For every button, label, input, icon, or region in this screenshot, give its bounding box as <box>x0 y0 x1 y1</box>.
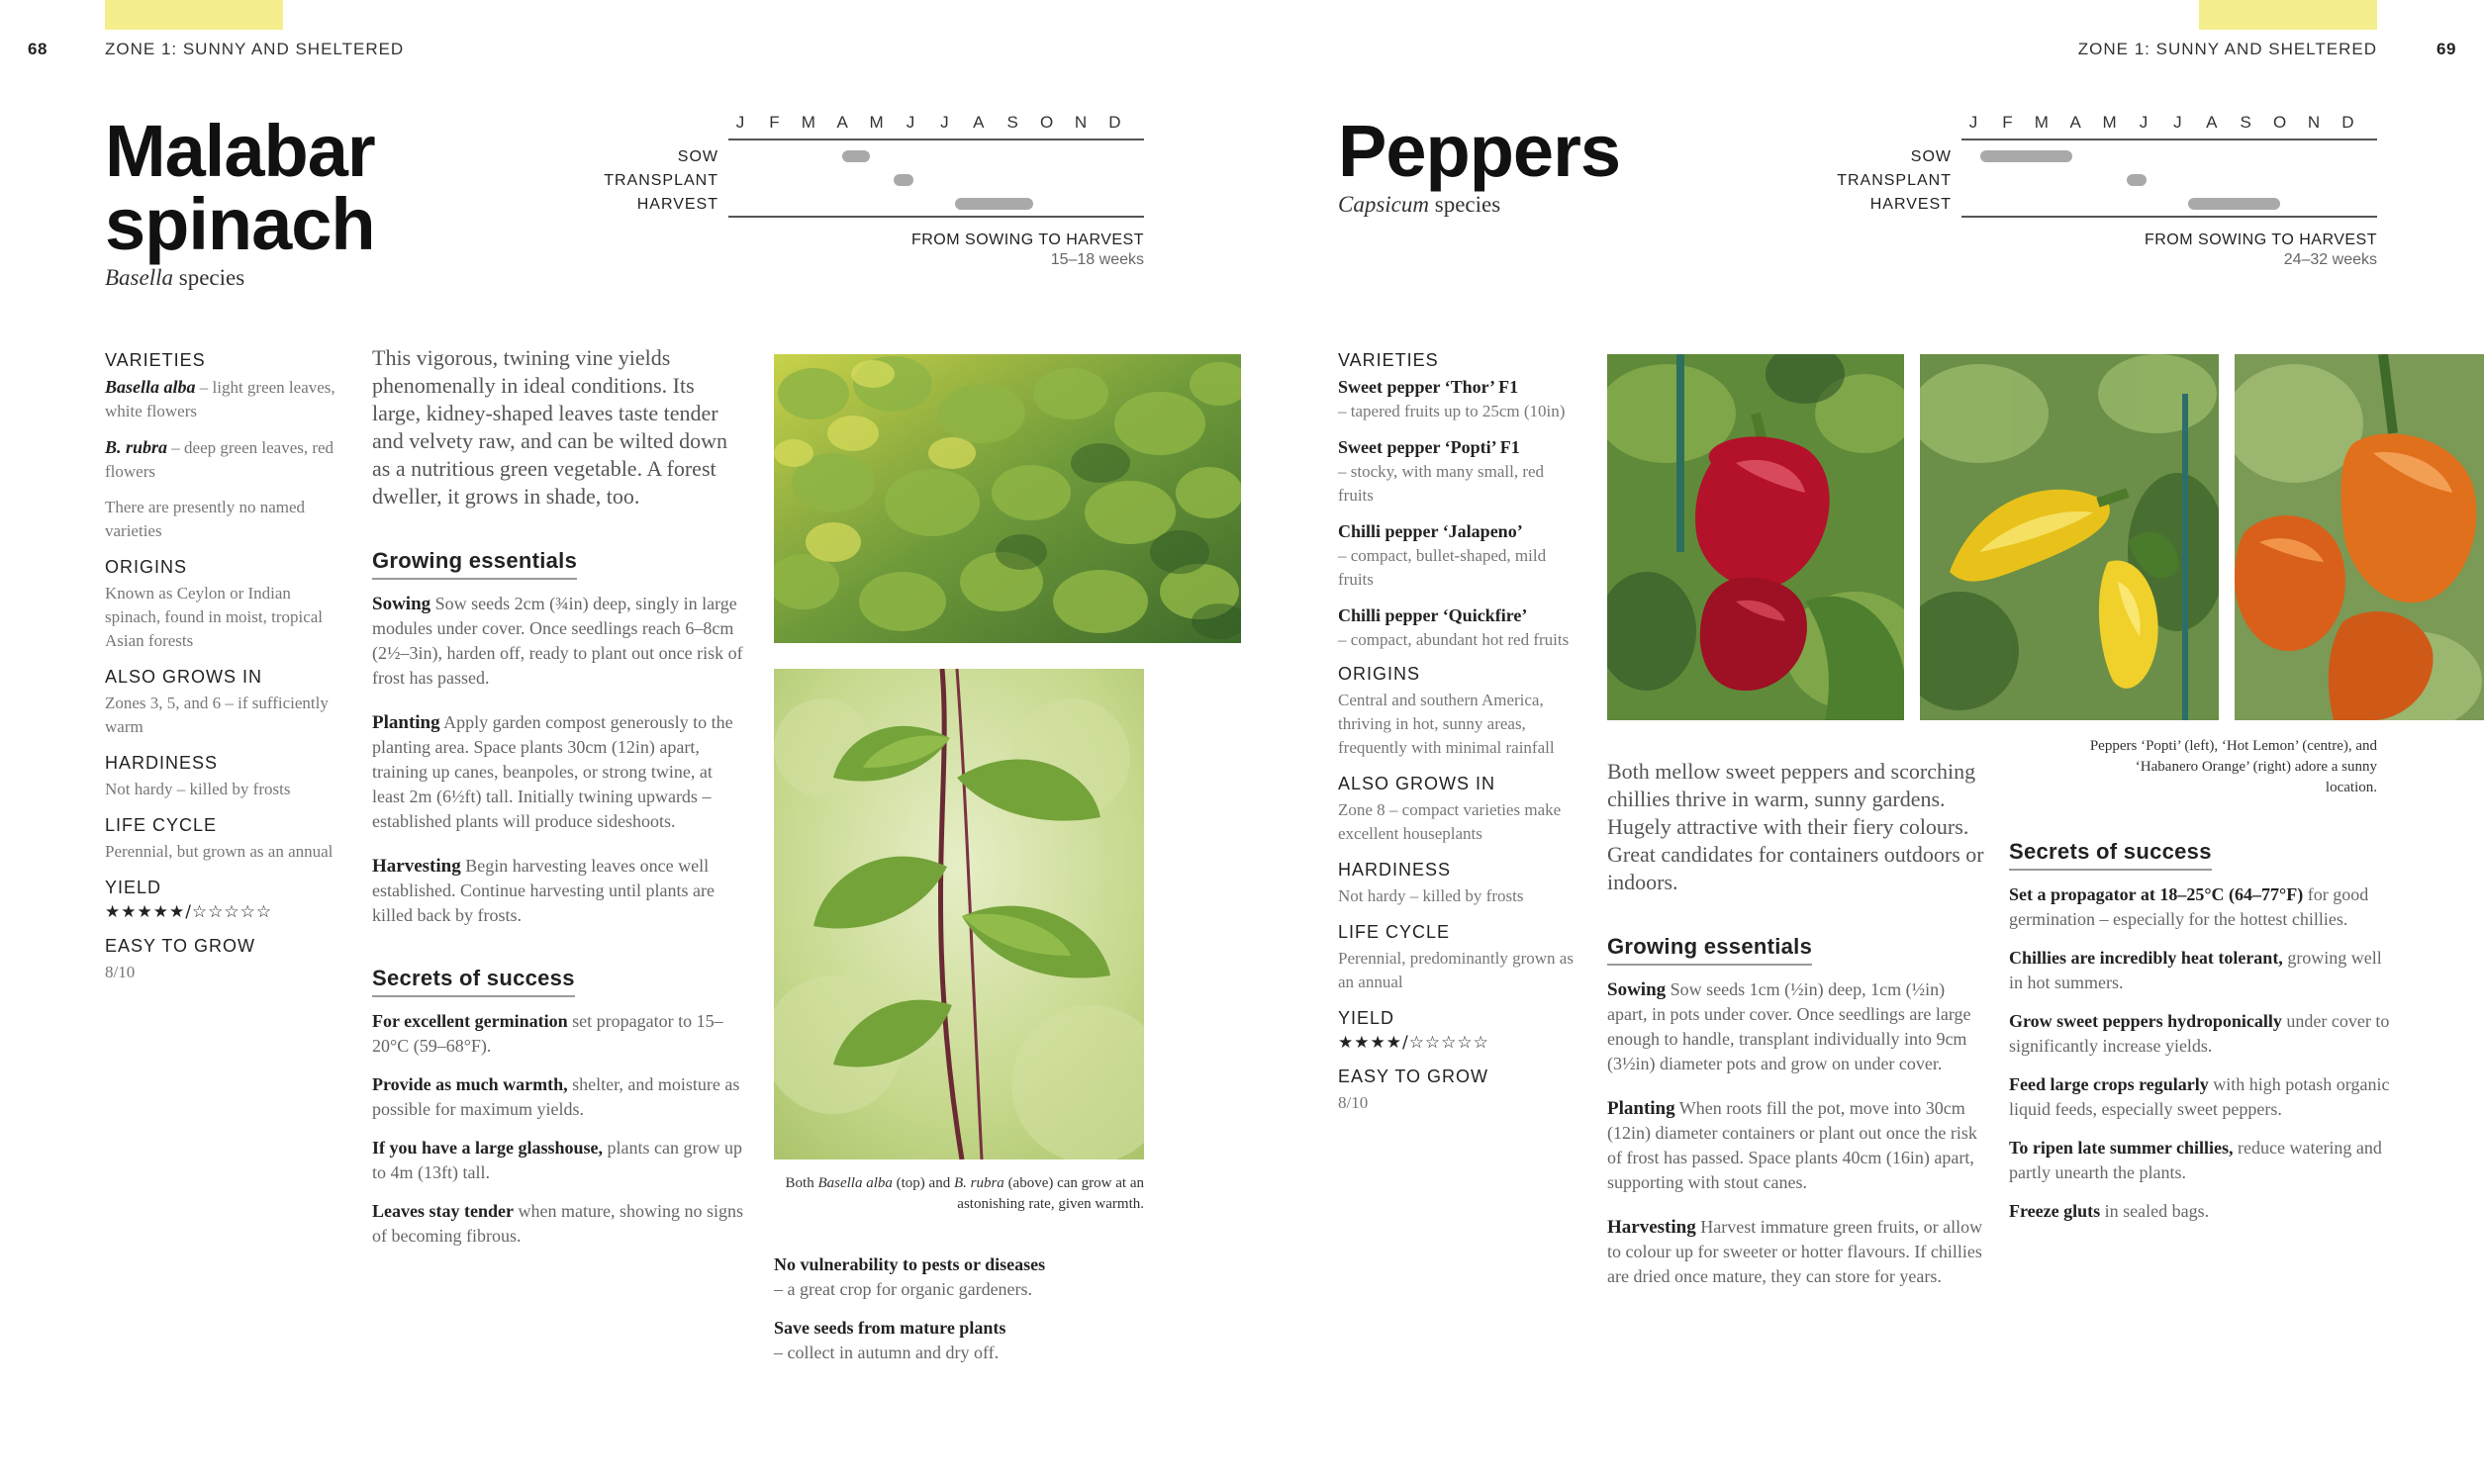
left-secret-6-text: – collect in autumn and dry off. <box>774 1343 1000 1362</box>
left-variety-2-desc: – deep green leaves, red flowers <box>105 438 334 481</box>
right-variety-4 <box>1338 603 1576 652</box>
left-growing-heading: Growing essentials <box>372 548 577 580</box>
right-secret-5 <box>2009 1136 2395 1185</box>
left-secret-3-text: plants can grow up to 4m (13ft) tall. <box>372 1138 742 1182</box>
left-calendar-month: A <box>836 113 848 132</box>
left-secret-5 <box>774 1252 1170 1302</box>
left-secret-3 <box>372 1136 744 1185</box>
right-yellow-tab <box>2199 0 2377 30</box>
left-running-head: ZONE 1: SUNNY AND SHELTERED <box>105 40 405 58</box>
left-calendar-month: J <box>940 113 949 132</box>
right-secret-3-text: under cover to significantly increase yields. <box>2009 1011 2390 1056</box>
right-calendar-month: J <box>2173 113 2182 132</box>
left-latin-suffix: species <box>173 265 245 290</box>
right-life-cycle-heading: LIFE CYCLE <box>1338 922 1451 942</box>
right-hardiness-heading: HARDINESS <box>1338 860 1452 880</box>
right-calendar-month: A <box>2206 113 2218 132</box>
right-secret-1-lead: Set a propagator at 18–25°C (64–77°F) <box>2009 884 2304 904</box>
left-secret-5-lead: No vulnerability to pests or diseases <box>774 1254 1046 1274</box>
left-calendar-row-label: SOW <box>677 148 718 165</box>
left-calendar-bar <box>955 198 1033 210</box>
right-also-grows: Zone 8 – compact varieties make excellent houseplants <box>1338 800 1562 843</box>
right-variety-1 <box>1338 375 1576 423</box>
left-calendar-bar <box>842 150 870 162</box>
left-variety-2 <box>105 435 342 484</box>
right-growing-heading: Growing essentials <box>1607 934 1812 966</box>
left-secret-1-text: set propagator to 15–20°C (59–68°F). <box>372 1011 723 1056</box>
left-yellow-tab <box>105 0 283 30</box>
left-sowing <box>372 592 744 691</box>
right-origins: Central and southern America, thriving in hot, sunny areas, frequently with minimal rainfall <box>1338 691 1555 757</box>
left-harvesting-text: Begin harvesting leaves once well established. Continue harvesting until plants are killed back by frosts. <box>372 856 715 925</box>
right-page-number: 69 <box>2436 40 2456 58</box>
left-secrets-column-2 <box>774 1252 1170 1379</box>
right-variety-3 <box>1338 519 1576 592</box>
right-planting-text: When roots fill the pot, move into 30cm (12in) diameter containers or plant out once the risk of frost has passed. Space plants 40cm (16in) apart, supporting with stout canes. <box>1607 1098 1977 1192</box>
right-easy-heading: EASY TO GROW <box>1338 1067 1489 1086</box>
left-secret-3-lead: If you have a large glasshouse, <box>372 1138 604 1158</box>
left-secret-2-text: shelter, and moisture as possible for maximum yields. <box>372 1074 740 1119</box>
right-planting <box>1607 1096 1985 1195</box>
right-harvesting <box>1607 1215 1985 1289</box>
right-harvesting-text: Harvest immature green fruits, or allow to colour up for sweeter or hotter flavours. If chillies are dried once mature, they can store for years. <box>1607 1217 1983 1286</box>
right-calendar-row-label: HARVEST <box>1869 196 1952 213</box>
left-title-line1: Malabar <box>105 110 375 192</box>
right-calendar-month: D <box>2341 113 2354 132</box>
right-facts-column <box>1338 350 1576 1129</box>
right-sowing <box>1607 977 1985 1076</box>
left-secrets-heading: Secrets of success <box>372 966 575 997</box>
left-life-cycle: Perennial, but grown as an annual <box>105 842 334 861</box>
left-text-column <box>372 344 744 1262</box>
left-calendar-bar <box>894 174 914 186</box>
right-latin-suffix: species <box>1429 192 1501 217</box>
right-secret-6 <box>2009 1199 2395 1224</box>
left-from-sowing-label: FROM SOWING TO HARVEST <box>910 232 1144 248</box>
malabar-spinach-photo-top <box>774 354 1241 643</box>
right-calendar-month: N <box>2307 113 2321 132</box>
right-calendar-row-label: TRANSPLANT <box>1837 172 1952 189</box>
left-life-cycle-heading: LIFE CYCLE <box>105 815 218 835</box>
pepper-habanero-photo <box>2235 354 2484 720</box>
left-secret-6 <box>774 1316 1170 1365</box>
left-title-line2: spinach <box>105 183 375 265</box>
right-calendar-bar <box>2188 198 2280 210</box>
left-sowing-lead: Sowing <box>372 594 431 614</box>
right-secret-4-text: with high potash organic liquid feeds, especially sweet peppers. <box>2009 1074 2390 1119</box>
right-secrets-heading: Secrets of success <box>2009 839 2212 871</box>
left-calendar-month: O <box>1039 113 1054 132</box>
left-planting-text: Apply garden compost generously to the planting area. Space plants 30cm (12in) apart, training up canes, beanpoles, or strong twine, at least 2m (6½ft) tall. Initially twining upwards – established plants will produce sideshoots. <box>372 712 733 831</box>
left-calendar-month: J <box>735 113 745 132</box>
right-variety-1-name: Sweet pepper ‘Thor’ F1 <box>1338 377 1519 397</box>
right-intro: Both mellow sweet peppers and scorching chillies thrive in warm, sunny gardens. Hugely attractive with their fiery colours. Great candidates for containers outdoors or indoors. <box>1607 759 1984 894</box>
left-also-grows-heading: ALSO GROWS IN <box>105 667 263 687</box>
left-secret-4-text: when mature, showing no signs of becoming fibrous. <box>372 1201 743 1246</box>
right-secret-2-lead: Chillies are incredibly heat tolerant, <box>2009 948 2283 968</box>
left-page-number: 68 <box>28 40 48 58</box>
left-easy-heading: EASY TO GROW <box>105 936 256 956</box>
right-secret-4-lead: Feed large crops regularly <box>2009 1074 2209 1094</box>
right-calendar-month: M <box>2102 113 2117 132</box>
left-calendar <box>604 113 1144 281</box>
right-from-sowing-value: 24–32 weeks <box>2283 251 2377 268</box>
right-calendar-month: M <box>2034 113 2049 132</box>
left-yield-stars: ★★★★★/☆☆☆☆☆ <box>105 902 273 922</box>
left-variety-1-desc: – light green leaves, white flowers <box>105 378 335 420</box>
right-variety-3-desc: – compact, bullet-shaped, mild fruits <box>1338 546 1547 589</box>
left-caption-post: (above) can grow at an astonishing rate, given warmth. <box>957 1175 1144 1212</box>
right-secret-4 <box>2009 1072 2395 1122</box>
right-calendar-month: J <box>1968 113 1978 132</box>
left-from-sowing-value: 15–18 weeks <box>1050 251 1144 268</box>
right-easy: 8/10 <box>1338 1093 1369 1112</box>
malabar-spinach-photo-bottom <box>774 669 1144 1159</box>
left-calendar-top-rule <box>728 139 1144 140</box>
left-secret-2 <box>372 1072 744 1122</box>
right-calendar-bottom-rule <box>1961 216 2377 218</box>
right-calendar-bar <box>2127 174 2148 186</box>
left-photo-caption <box>774 1173 1144 1215</box>
right-secret-3-lead: Grow sweet peppers hydroponically <box>2009 1011 2282 1031</box>
right-sowing-text: Sow seeds 1cm (½in) deep, 1cm (½in) apart, in pots under cover. Once seedlings are large enough to handle, transplant individually into 9cm (3½in) diameter pots and grow on under cover. <box>1607 979 1971 1073</box>
right-harvesting-lead: Harvesting <box>1607 1217 1696 1238</box>
left-varieties-heading: VARIETIES <box>105 350 206 370</box>
right-photo-caption: Peppers ‘Popti’ (left), ‘Hot Lemon’ (centre), and ‘Habanero Orange’ (right) adore a sunny location. <box>2089 738 2377 795</box>
right-calendar-month: J <box>2139 113 2149 132</box>
left-easy: 8/10 <box>105 963 136 981</box>
left-calendar-month: F <box>769 113 780 132</box>
right-variety-1-desc: – tapered fruits up to 25cm (10in) <box>1338 402 1566 420</box>
right-sowing-lead: Sowing <box>1607 979 1667 1000</box>
right-calendar-month: S <box>2240 113 2251 132</box>
left-caption-pre: Both <box>785 1175 818 1191</box>
left-secret-5-text: – a great crop for organic gardeners. <box>774 1279 1033 1299</box>
right-yield-heading: YIELD <box>1338 1008 1395 1028</box>
right-title: Peppers <box>1338 110 1621 192</box>
left-harvesting-lead: Harvesting <box>372 856 461 877</box>
right-calendar-top-rule <box>1961 139 2377 140</box>
right-calendar-months <box>1961 113 2377 135</box>
left-caption-italic-2: B. rubra <box>953 1175 1004 1191</box>
left-secret-4 <box>372 1199 744 1249</box>
right-from-sowing-label: FROM SOWING TO HARVEST <box>2144 232 2377 248</box>
left-planting-lead: Planting <box>372 712 440 733</box>
left-also-grows: Zones 3, 5, and 6 – if sufficiently warm <box>105 694 329 736</box>
left-varieties-note: There are presently no named varieties <box>105 498 306 540</box>
right-variety-2-desc: – stocky, with many small, red fruits <box>1338 462 1545 505</box>
left-calendar-row-label: TRANSPLANT <box>604 172 718 189</box>
right-variety-2 <box>1338 435 1576 508</box>
left-hardiness-heading: HARDINESS <box>105 753 219 773</box>
right-calendar-month: F <box>2002 113 2013 132</box>
left-calendar-months <box>728 113 1144 135</box>
left-secret-4-lead: Leaves stay tender <box>372 1201 514 1221</box>
left-calendar-bottom-rule <box>728 216 1144 218</box>
pepper-popti-photo <box>1607 354 1904 720</box>
left-origins: Known as Ceylon or Indian spinach, found in moist, tropical Asian forests <box>105 584 324 650</box>
right-secret-1 <box>2009 882 2395 932</box>
left-calendar-month: M <box>801 113 815 132</box>
left-calendar-row-label: HARVEST <box>636 196 718 213</box>
right-calendar-month: O <box>2272 113 2287 132</box>
right-text-column <box>1607 758 1985 1309</box>
left-latin-name <box>105 265 244 291</box>
right-running-head: ZONE 1: SUNNY AND SHELTERED <box>2077 40 2377 58</box>
right-secret-2 <box>2009 946 2395 995</box>
right-variety-3-name: Chilli pepper ‘Jalapeno’ <box>1338 521 1523 541</box>
left-latin-genus: Basella <box>105 265 173 290</box>
right-secrets-column <box>2009 839 2395 1238</box>
left-facts-column <box>105 350 342 998</box>
right-varieties-heading: VARIETIES <box>1338 350 1439 370</box>
right-calendar <box>1837 113 2377 281</box>
left-calendar-month: A <box>973 113 985 132</box>
left-yield-heading: YIELD <box>105 878 162 897</box>
right-yield-stars: ★★★★/☆☆☆☆☆ <box>1338 1033 1489 1053</box>
left-calendar-month: S <box>1006 113 1018 132</box>
right-calendar-row-label: SOW <box>1910 148 1952 165</box>
left-variety-2-name: B. rubra <box>105 437 168 457</box>
left-calendar-month: J <box>906 113 915 132</box>
left-planting <box>372 710 744 834</box>
left-secret-6-lead: Save seeds from mature plants <box>774 1318 1006 1338</box>
left-secret-1 <box>372 1009 744 1059</box>
right-secret-2-text: growing well in hot summers. <box>2009 948 2382 992</box>
right-also-grows-heading: ALSO GROWS IN <box>1338 774 1496 793</box>
right-calendar-month: A <box>2069 113 2081 132</box>
left-secret-2-lead: Provide as much warmth, <box>372 1074 568 1094</box>
right-variety-4-name: Chilli pepper ‘Quickfire’ <box>1338 605 1528 625</box>
pepper-hot-lemon-photo <box>1920 354 2219 720</box>
right-calendar-bar <box>1980 150 2072 162</box>
left-variety-1-name: Basella alba <box>105 377 196 397</box>
right-origins-heading: ORIGINS <box>1338 664 1421 684</box>
left-intro: This vigorous, twining vine yields phenomenally in ideal conditions. Its large, kidney-shaped leaves taste tender and velvety raw, and can be wilted down as a nutritious green vegetable. A forest dweller, it grows in shade, too. <box>372 345 728 509</box>
left-calendar-month: N <box>1074 113 1088 132</box>
left-sowing-text: Sow seeds 2cm (¾in) deep, singly in large modules under cover. Once seedlings reach 6–8cm (2½–3in), harden off, ready to plant out once risk of frost has passed. <box>372 594 743 688</box>
left-variety-1 <box>105 375 342 423</box>
left-secret-1-lead: For excellent germination <box>372 1011 568 1031</box>
right-planting-lead: Planting <box>1607 1098 1675 1119</box>
right-latin-genus: Capsicum <box>1338 192 1429 217</box>
right-variety-4-desc: – compact, abundant hot red fruits <box>1338 630 1570 649</box>
left-calendar-month: D <box>1108 113 1121 132</box>
left-caption-mid: (top) and <box>892 1175 954 1191</box>
left-origins-heading: ORIGINS <box>105 557 188 577</box>
right-secret-3 <box>2009 1009 2395 1059</box>
left-caption-italic-1: Basella alba <box>817 1175 893 1191</box>
left-calendar-month: M <box>869 113 884 132</box>
right-variety-2-name: Sweet pepper ‘Popti’ F1 <box>1338 437 1520 457</box>
right-latin-name <box>1338 192 1500 218</box>
right-hardiness: Not hardy – killed by frosts <box>1338 886 1524 905</box>
right-secret-5-text: reduce watering and partly unearth the plants. <box>2009 1138 2382 1182</box>
right-secret-1-text: for good germination – especially for the hottest chillies. <box>2009 884 2369 929</box>
right-secret-6-lead: Freeze gluts <box>2009 1201 2101 1221</box>
left-hardiness: Not hardy – killed by frosts <box>105 780 291 798</box>
right-life-cycle: Perennial, predominantly grown as an annual <box>1338 949 1574 991</box>
left-title <box>105 110 375 265</box>
right-secret-5-lead: To ripen late summer chillies, <box>2009 1138 2234 1158</box>
left-harvesting <box>372 854 744 928</box>
right-secret-6-text: in sealed bags. <box>2100 1201 2210 1221</box>
